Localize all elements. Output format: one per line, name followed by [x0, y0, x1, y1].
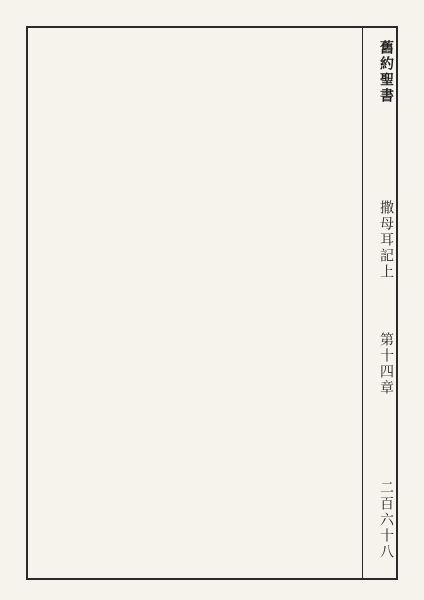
- page-number: 二百六十八: [378, 480, 394, 560]
- header-column: [370, 30, 398, 576]
- chapter-title: [376, 200, 396, 396]
- chapter-spacer: [378, 298, 394, 314]
- book-title: 舊約聖書: [378, 40, 394, 104]
- chapter-number: 第十四章: [378, 332, 394, 396]
- body-text-area: [34, 34, 354, 572]
- margin-divider: [362, 26, 363, 580]
- chapter-name: 撒母耳記上: [378, 200, 394, 280]
